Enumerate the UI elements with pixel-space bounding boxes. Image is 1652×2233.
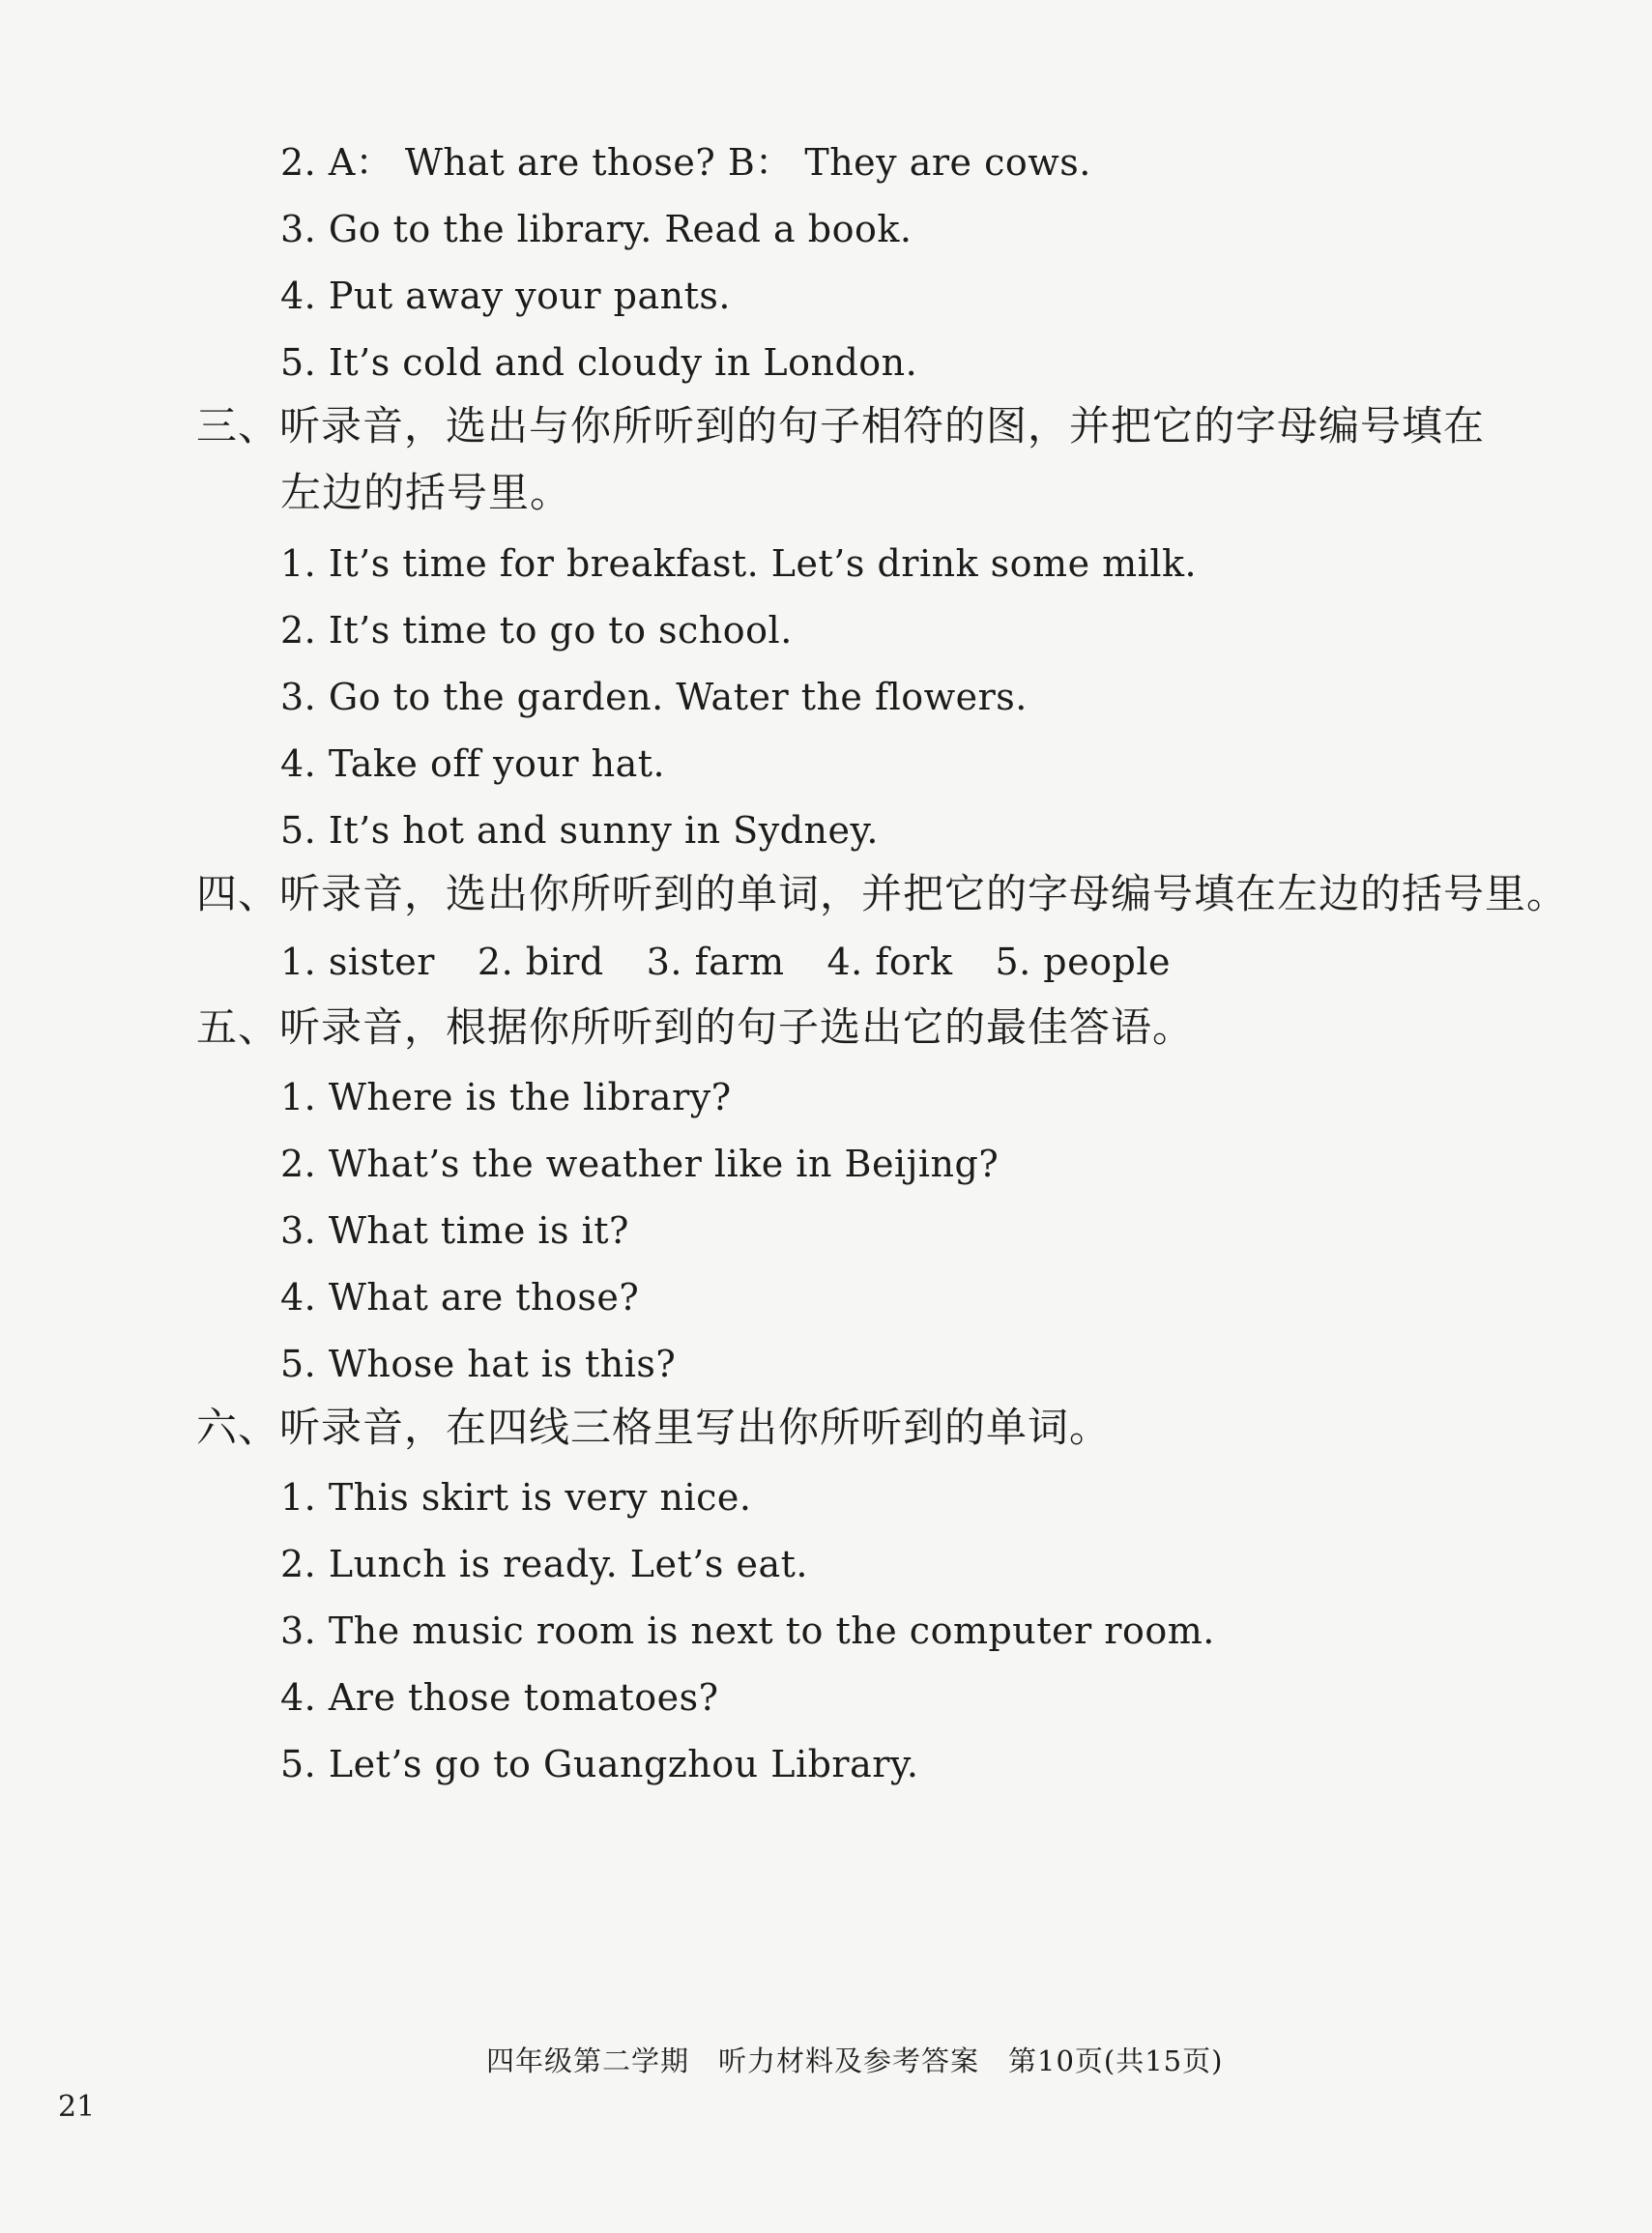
- section5-item-4: 4. What are those?: [280, 1276, 640, 1319]
- section6-item-3: 3. The music room is next to the computer room.: [280, 1610, 1215, 1652]
- section3-item-5: 5. It’s hot and sunny in Sydney.: [280, 809, 879, 852]
- section3-heading: 三、听录音，选出与你所听到的句子相符的图，并把它的字母编号填在: [196, 402, 1486, 450]
- section6-heading: 六、听录音，在四线三格里写出你所听到的单词。: [196, 1404, 1112, 1451]
- section2-item-4: 4. Put away your pants.: [280, 275, 731, 317]
- section6-item-5: 5. Let’s go to Guangzhou Library.: [280, 1743, 919, 1785]
- section3-item-3: 3. Go to the garden. Water the flowers.: [280, 676, 1028, 718]
- section4-word-list: [280, 938, 1213, 986]
- section4-heading: 四、听录音，选出你所听到的单词，并把它的字母编号填在左边的括号里。: [196, 870, 1569, 917]
- section4-word-1: 1. sister: [280, 941, 435, 983]
- section3-item-4: 4. Take off your hat.: [280, 742, 666, 785]
- section4-word-2: 2. bird: [477, 941, 604, 983]
- section2-item-5: 5. It’s cold and cloudy in London.: [280, 341, 918, 384]
- section6-item-2: 2. Lunch is ready. Let’s eat.: [280, 1543, 808, 1585]
- section3-item-2: 2. It’s time to go to school.: [280, 609, 793, 652]
- section3-heading-cont: 左边的括号里。: [280, 469, 572, 516]
- section5-item-3: 3. What time is it?: [280, 1209, 629, 1252]
- section2-item-2: 2. A： What are those? B： They are cows.: [280, 141, 1091, 184]
- section5-item-2: 2. What’s the weather like in Beijing?: [280, 1143, 1000, 1185]
- section5-item-5: 5. Whose hat is this?: [280, 1343, 677, 1385]
- section6-item-1: 1. This skirt is very nice.: [280, 1476, 752, 1519]
- section3-item-1: 1. It’s time for breakfast. Let’s drink some milk.: [280, 542, 1198, 585]
- section5-item-1: 1. Where is the library?: [280, 1076, 732, 1118]
- section5-heading: 五、听录音，根据你所听到的句子选出它的最佳答语。: [196, 1003, 1195, 1051]
- section4-word-4: 4. fork: [826, 941, 953, 983]
- section4-word-5: 5. people: [995, 941, 1171, 983]
- section2-item-3: 3. Go to the library. Read a book.: [280, 208, 913, 250]
- section6-item-4: 4. Are those tomatoes?: [280, 1676, 719, 1719]
- page-footer: 四年级第二学期 听力材料及参考答案 第10页(共15页): [486, 2044, 1224, 2077]
- section4-word-3: 3. farm: [646, 941, 785, 983]
- page-number: 21: [58, 2090, 96, 2124]
